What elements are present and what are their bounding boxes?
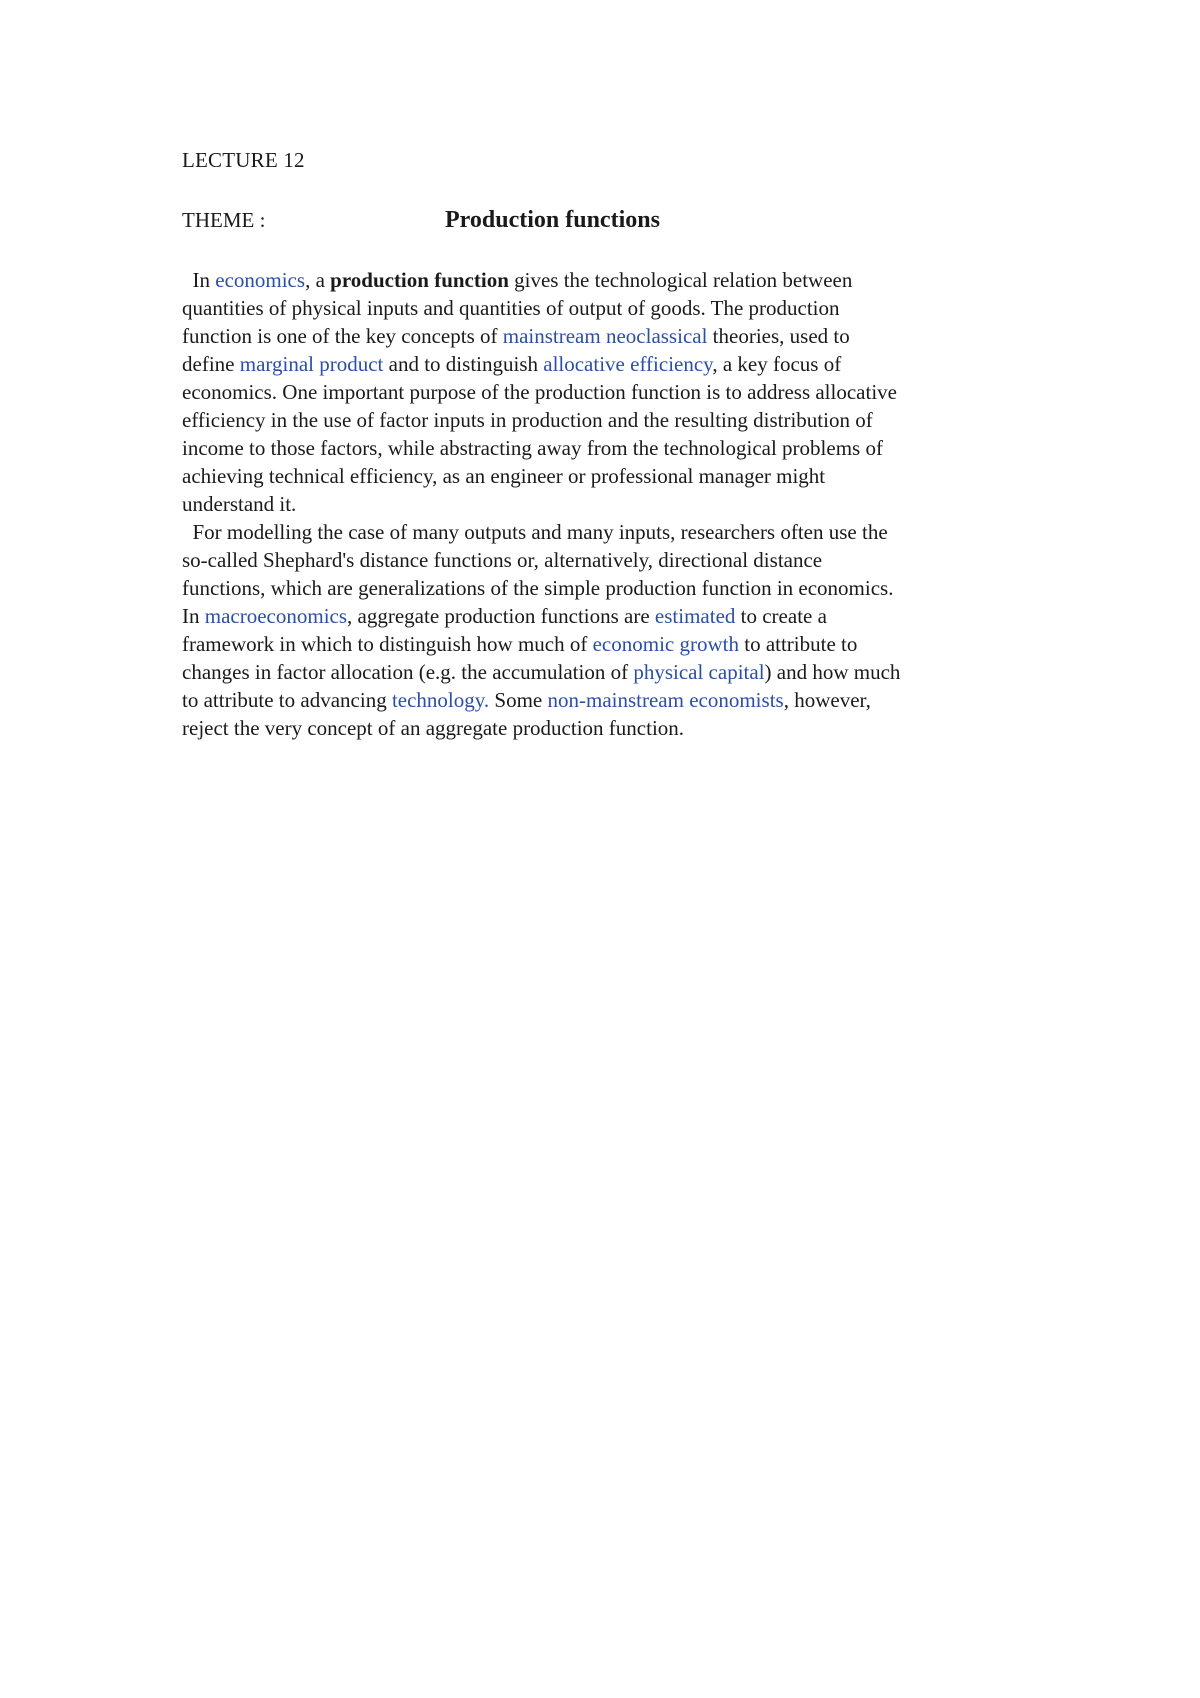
text-run: theories, used to — [707, 324, 850, 348]
text-line — [182, 658, 1032, 686]
bold-term: production function — [330, 268, 509, 292]
text-run: ) and how much — [764, 660, 901, 684]
text-run: understand it. — [182, 492, 297, 516]
link-technology[interactable]: technology. — [391, 688, 490, 712]
text-run: economics. One important purpose of the production function is to address allocative — [182, 380, 897, 404]
theme-title: Production functions — [445, 207, 660, 233]
theme-label: THEME : — [182, 208, 266, 232]
text-run: , a key focus of — [712, 352, 842, 376]
text-line — [182, 406, 1032, 434]
text-run: Some — [489, 688, 548, 712]
text-run: to attribute to advancing — [182, 688, 392, 712]
link-allocative-efficiency[interactable]: allocative efficiency — [543, 352, 713, 376]
text-run: In — [182, 268, 216, 292]
link-economics[interactable]: economics — [215, 268, 306, 292]
text-run: define — [182, 352, 240, 376]
text-run: efficiency in the use of factor inputs in production and the resulting distribution of — [182, 408, 873, 432]
text-line — [182, 630, 1032, 658]
text-line — [182, 378, 1032, 406]
link-economic-growth[interactable]: economic growth — [592, 632, 739, 656]
text-run: to create a — [735, 604, 827, 628]
link-macroeconomics[interactable]: macroeconomics — [204, 604, 348, 628]
text-run: , a — [305, 268, 331, 292]
text-line — [182, 574, 1032, 602]
text-line — [182, 266, 1032, 294]
text-line — [182, 434, 1032, 462]
text-run: , however, — [783, 688, 871, 712]
text-line — [182, 490, 1032, 518]
text-run: income to those factors, while abstracting away from the technological problems of — [182, 436, 883, 460]
link-non-mainstream-economists[interactable]: non-mainstream economists — [547, 688, 784, 712]
text-run: and to distinguish — [383, 352, 544, 376]
text-line — [182, 322, 1032, 350]
text-run: functions, which are generalizations of the simple production function in economics. — [182, 576, 894, 600]
text-run: reject the very concept of an aggregate production function. — [182, 716, 685, 740]
text-line — [182, 518, 1032, 546]
body-paragraphs — [182, 266, 1032, 742]
theme-row — [182, 206, 982, 236]
text-run: gives the technological relation between — [508, 268, 853, 292]
text-line — [182, 462, 1032, 490]
text-run: changes in factor allocation (e.g. the accumulation of — [182, 660, 634, 684]
text-run: so-called Shephard's distance functions or, alternatively, directional distance — [182, 548, 823, 572]
text-run: framework in which to distinguish how much of — [182, 632, 593, 656]
text-line — [182, 686, 1032, 714]
text-line — [182, 546, 1032, 574]
text-run: achieving technical efficiency, as an engineer or professional manager might — [182, 464, 826, 488]
text-run: , aggregate production functions are — [347, 604, 655, 628]
text-line — [182, 602, 1032, 630]
text-run: to attribute to — [738, 632, 858, 656]
lecture-heading: LECTURE 12 — [182, 148, 305, 172]
link-marginal-product[interactable]: marginal product — [239, 352, 384, 376]
link-estimated[interactable]: estimated — [654, 604, 736, 628]
text-line — [182, 714, 1032, 742]
text-run: quantities of physical inputs and quantities of output of goods. The production — [182, 296, 840, 320]
text-run: For modelling the case of many outputs and many inputs, researchers often use the — [182, 520, 888, 544]
link-mainstream-neoclassical[interactable]: mainstream neoclassical — [502, 324, 708, 348]
text-line — [182, 294, 1032, 322]
text-run: In — [182, 604, 205, 628]
text-line — [182, 350, 1032, 378]
text-run: function is one of the key concepts of — [182, 324, 503, 348]
link-physical-capital[interactable]: physical capital — [633, 660, 765, 684]
